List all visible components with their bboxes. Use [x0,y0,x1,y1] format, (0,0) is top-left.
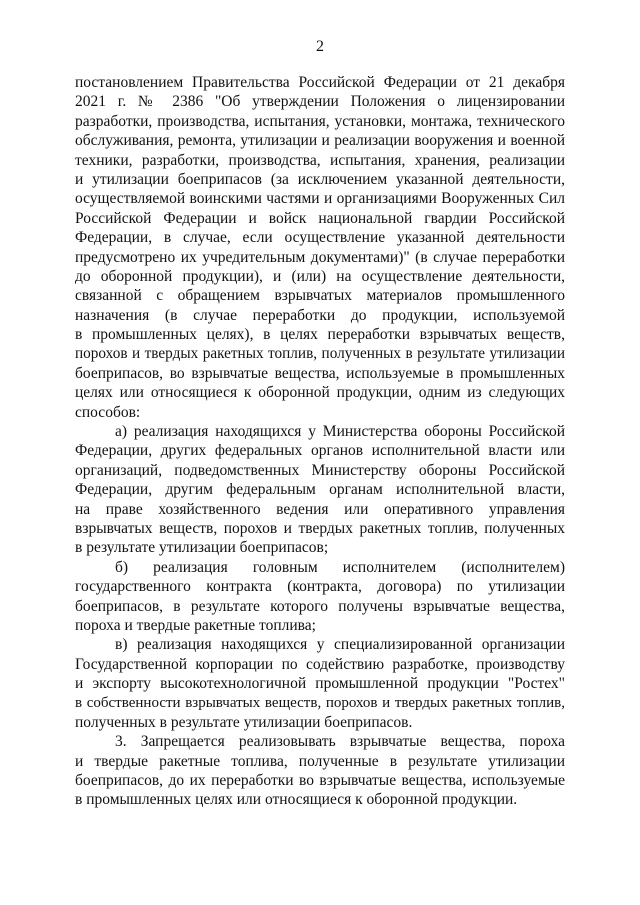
text-line: порохов и твердых ракетных топлив, полученных в результате утилизации [75,345,565,363]
text-line: боеприпасов, во взрывчатые вещества, используемые в промышленных [75,364,565,382]
text-line: целях или относящиеся к оборонной продукции, одним из следующих [75,384,565,402]
text-line: пороха и твердые ракетные топлива; [75,616,316,634]
text-line: боеприпасов, в результате которого получены взрывчатые вещества, [75,597,565,615]
text-line: техники, разработки, производства, испытания, хранения, реализации [75,151,565,169]
text-line: Российской Федерации и войск национальной гвардии Российской [75,209,565,227]
text-line: в собственности взрывчатых веществ, порохов и твердых ракетных топлив, [75,694,565,711]
text-line: полученных в результате утилизации боеприпасов. [75,713,413,731]
text-line: осуществляемой воинскими частями и организациями Вооруженных Сил [75,190,565,208]
text-line: и утилизации боеприпасов (за исключением указанной деятельности, [75,170,565,188]
text-line: боеприпасов, до их переработки во взрывчатые вещества, используемые [75,772,565,790]
text-line: организаций, подведомственных Министерству обороны Российской [75,461,565,479]
text-line: способов: [75,403,141,421]
text-line: обслуживания, ремонта, утилизации и реализации вооружения и военной [75,132,565,150]
text-line: Федерации, в случае, если осуществление указанной деятельности [75,229,565,247]
text-line: в промышленных целях), в целях переработки взрывчатых веществ, [75,326,565,344]
document-body [75,73,565,810]
text-line: Федерации, других федеральных органов исполнительной власти или [75,442,565,460]
text-line: Федерации, другим федеральным органам исполнительной власти, [75,481,565,499]
text-line: 2021 г. № 2386 "Об утверждении Положения о лицензировании [75,93,565,111]
text-line: на праве хозяйственного ведения или оперативного управления [75,500,565,518]
text-line: и твердые ракетные топлива, полученные в результате утилизации [75,752,565,770]
section-3-line: 3. Запрещается реализовывать взрывчатые вещества, пороха [115,733,565,751]
text-line: и экспорту высокотехнологичной промышленной продукции "Ростех" [75,675,565,693]
list-item-a-line: а) реализация находящихся у Министерства обороны Российской [115,423,565,441]
text-line: предусмотрено их учредительным документами)" (в случае переработки [75,248,565,266]
text-line: в результате утилизации боеприпасов; [75,539,329,557]
list-item-c-line: в) реализация находящихся у специализированной организации [115,636,565,654]
list-item-b-line: б) реализация головным исполнителем (исполнителем) [115,558,565,576]
text-line: постановлением Правительства Российской Федерации от 21 декабря [75,74,565,91]
text-line: разработки, производства, испытания, установки, монтажа, технического [75,112,565,130]
text-line: в промышленных целях или относящиеся к оборонной продукции. [75,791,518,809]
text-line: взрывчатых веществ, порохов и твердых ракетных топлив, полученных [75,519,565,537]
text-line: Государственной корпорации по содействию разработке, производству [75,655,565,673]
page-number: 2 [316,38,324,55]
text-line: связанной с обращением взрывчатых материалов промышленного [75,287,565,305]
text-line: государственного контракта (контракта, договора) по утилизации [75,578,565,596]
text-line: до оборонной продукции), и (или) на осуществление деятельности, [75,267,565,285]
text-line: назначения (в случае переработки до продукции, используемой [75,306,565,324]
